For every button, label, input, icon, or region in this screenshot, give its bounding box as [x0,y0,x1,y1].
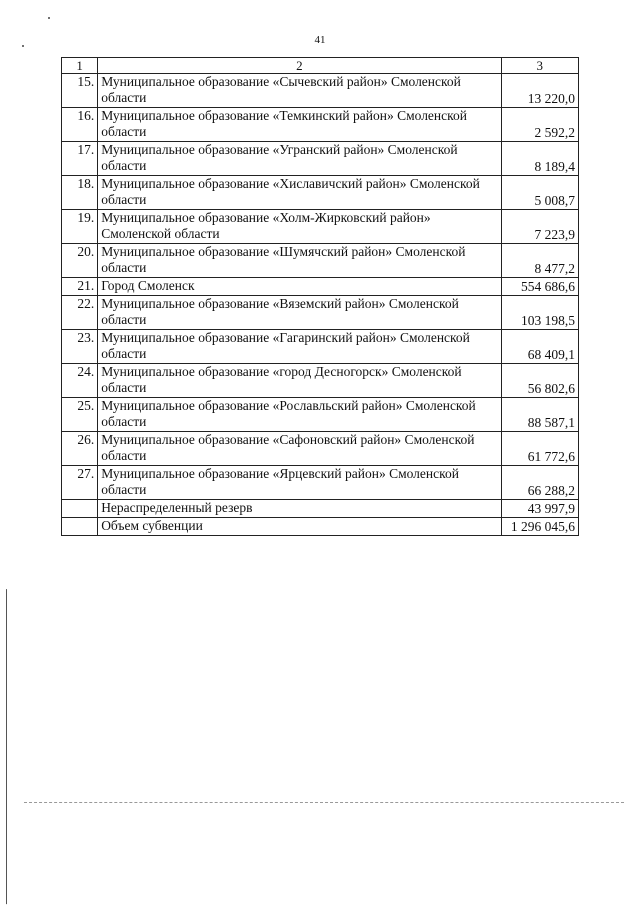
row-value: 13 220,0 [501,74,578,108]
row-name: Муниципальное образование «Угранский район» Смоленской области [98,142,501,176]
row-number [62,500,98,518]
row-number: 21. [62,278,98,296]
table-row [62,176,579,210]
row-number [62,518,98,536]
row-number: 26. [62,432,98,466]
row-name: Муниципальное образование «Темкинский район» Смоленской области [98,108,501,142]
row-name: Муниципальное образование «Рославльский район» Смоленской области [98,398,501,432]
table-row [62,278,579,296]
row-value: 66 288,2 [501,466,578,500]
row-number: 15. [62,74,98,108]
row-number: 25. [62,398,98,432]
row-value: 103 198,5 [501,296,578,330]
row-value: 43 997,9 [501,500,578,518]
header-cell-3: 3 [501,58,578,74]
row-number: 18. [62,176,98,210]
row-name: Город Смоленск [98,278,501,296]
row-value: 5 008,7 [501,176,578,210]
row-name: Муниципальное образование «Вяземский район» Смоленской области [98,296,501,330]
header-cell-1: 1 [62,58,98,74]
row-value: 2 592,2 [501,108,578,142]
row-value: 554 686,6 [501,278,578,296]
row-value: 8 477,2 [501,244,578,278]
row-name: Нераспределенный резерв [98,500,501,518]
table-row [62,518,579,536]
row-name: Муниципальное образование «город Десногорск» Смоленской области [98,364,501,398]
row-name: Объем субвенции [98,518,501,536]
row-name: Муниципальное образование «Сафоновский район» Смоленской области [98,432,501,466]
row-value: 88 587,1 [501,398,578,432]
header-cell-2: 2 [98,58,501,74]
scan-artifact-left [6,589,15,906]
row-number: 20. [62,244,98,278]
row-number: 19. [62,210,98,244]
page-number: 41 [314,34,326,46]
subvention-table [61,57,579,536]
table-row [62,74,579,108]
row-number: 17. [62,142,98,176]
row-name: Муниципальное образование «Хиславичский район» Смоленской области [98,176,501,210]
table-row [62,210,579,244]
scan-artifact-dash [24,802,624,803]
table-row [62,244,579,278]
row-value: 1 296 045,6 [501,518,578,536]
row-value: 61 772,6 [501,432,578,466]
row-number: 23. [62,330,98,364]
row-number: 22. [62,296,98,330]
table-row [62,398,579,432]
table-row [62,142,579,176]
table-row [62,296,579,330]
row-number: 24. [62,364,98,398]
scan-speck [48,17,50,19]
row-name: Муниципальное образование «Ярцевский район» Смоленской области [98,466,501,500]
row-number: 27. [62,466,98,500]
row-value: 56 802,6 [501,364,578,398]
table-row [62,500,579,518]
scan-speck [22,45,24,47]
row-number: 16. [62,108,98,142]
table-row [62,108,579,142]
table-row [62,466,579,500]
table-header-row [62,58,579,74]
row-value: 8 189,4 [501,142,578,176]
table-row [62,330,579,364]
row-name: Муниципальное образование «Гагаринский район» Смоленской области [98,330,501,364]
row-name: Муниципальное образование «Холм-Жирковский район» Смоленской области [98,210,501,244]
row-name: Муниципальное образование «Шумячский район» Смоленской области [98,244,501,278]
row-value: 68 409,1 [501,330,578,364]
table-row [62,364,579,398]
row-name: Муниципальное образование «Сычевский район» Смоленской области [98,74,501,108]
table-row [62,432,579,466]
row-value: 7 223,9 [501,210,578,244]
